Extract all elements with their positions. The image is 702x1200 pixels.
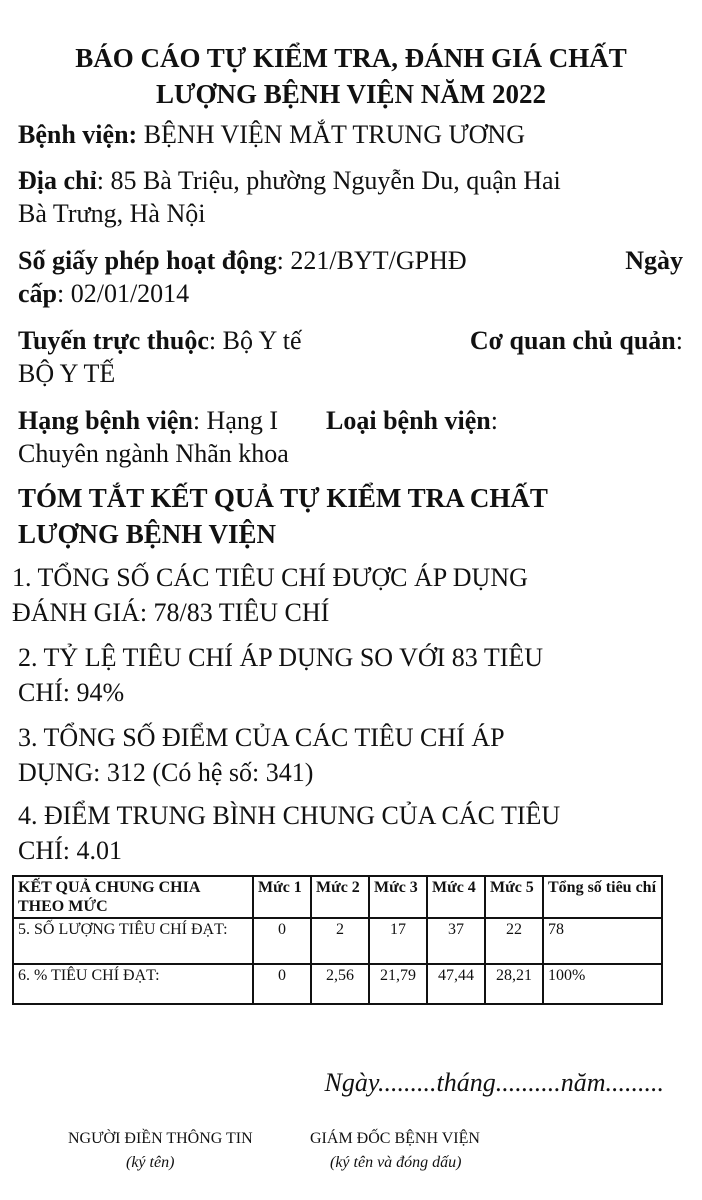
table-header-cell: Mức 5 bbox=[485, 876, 543, 918]
license-label: Số giấy phép hoạt động bbox=[18, 246, 277, 275]
table-header-row bbox=[13, 876, 662, 918]
hospital-value: BỆNH VIỆN MẮT TRUNG ƯƠNG bbox=[137, 120, 525, 149]
table-header-cell: Mức 1 bbox=[253, 876, 311, 918]
table-header-cell: Mức 2 bbox=[311, 876, 369, 918]
address-value-line-1: : 85 Bà Triệu, phường Nguyễn Du, quận Hai bbox=[96, 166, 561, 195]
type-label: Loại bệnh viện bbox=[326, 406, 491, 435]
report-title bbox=[0, 40, 702, 112]
table-cell: 47,44 bbox=[427, 964, 485, 1004]
report-title-line-2: LƯỢNG BỆNH VIỆN NĂM 2022 bbox=[155, 79, 547, 109]
license bbox=[18, 244, 683, 310]
table-cell: 5. SỐ LƯỢNG TIÊU CHÍ ĐẠT: bbox=[13, 918, 253, 964]
summary-item-4 bbox=[18, 798, 683, 868]
table-cell: 22 bbox=[485, 918, 543, 964]
results-table bbox=[12, 875, 663, 1005]
summary-item-1-line-1: 1. TỔNG SỐ CÁC TIÊU CHÍ ĐƯỢC ÁP DỤNG bbox=[12, 563, 528, 592]
agency-label: Cơ quan chủ quản bbox=[469, 326, 676, 355]
agency-value: BỘ Y TẾ bbox=[18, 359, 116, 388]
type-value: Chuyên ngành Nhãn khoa bbox=[18, 439, 289, 468]
tier-value: : Bộ Y tế bbox=[208, 326, 302, 355]
tier-and-agency bbox=[18, 324, 683, 390]
filler-note: (ký tên) bbox=[126, 1154, 175, 1171]
table-header-cell: Tổng số tiêu chí bbox=[543, 876, 662, 918]
table-cell: 78 bbox=[543, 918, 662, 964]
license-value: : 221/BYT/GPHĐ bbox=[276, 246, 467, 275]
summary-heading-line-2: LƯỢNG BỆNH VIỆN bbox=[18, 519, 277, 549]
table-cell: 37 bbox=[427, 918, 485, 964]
table-cell: 21,79 bbox=[369, 964, 427, 1004]
table-row bbox=[13, 964, 662, 1004]
summary-heading-line-1: TÓM TẮT KẾT QUẢ TỰ KIỂM TRA CHẤT bbox=[18, 483, 548, 513]
director-note: (ký tên và đóng dấu) bbox=[330, 1154, 462, 1171]
table-header-cell: Mức 4 bbox=[427, 876, 485, 918]
hospital-label: Bệnh viện: bbox=[18, 120, 138, 149]
grade-label: Hạng bệnh viện bbox=[18, 406, 193, 435]
type-colon: : bbox=[490, 406, 498, 435]
table-cell: 6. % TIÊU CHÍ ĐẠT: bbox=[13, 964, 253, 1004]
report-title-line-1: BÁO CÁO TỰ KIỂM TRA, ĐÁNH GIÁ CHẤT bbox=[75, 43, 627, 73]
table-cell: 0 bbox=[253, 964, 311, 1004]
summary-item-3-line-1: 3. TỔNG SỐ ĐIỂM CỦA CÁC TIÊU CHÍ ÁP bbox=[18, 723, 505, 752]
address-value-line-2: Bà Trưng, Hà Nội bbox=[18, 199, 206, 228]
summary-item-3-line-2: DỤNG: 312 (Có hệ số: 341) bbox=[18, 758, 314, 787]
address bbox=[18, 164, 683, 230]
summary-item-1 bbox=[12, 560, 677, 630]
summary-heading bbox=[18, 480, 683, 552]
table-cell: 100% bbox=[543, 964, 662, 1004]
director-label: GIÁM ĐỐC BỆNH VIỆN bbox=[310, 1130, 480, 1147]
hospital-name bbox=[18, 118, 683, 151]
table-header-cell: Mức 3 bbox=[369, 876, 427, 918]
summary-item-2-line-2: CHÍ: 94% bbox=[18, 678, 125, 707]
summary-item-4-line-2: CHÍ: 4.01 bbox=[18, 836, 122, 865]
date-line: Ngày.........tháng..........năm......... bbox=[324, 1068, 664, 1097]
table-cell: 17 bbox=[369, 918, 427, 964]
filler-label: NGƯỜI ĐIỀN THÔNG TIN bbox=[68, 1130, 253, 1147]
table-cell: 2 bbox=[311, 918, 369, 964]
table-cell: 0 bbox=[253, 918, 311, 964]
summary-item-4-line-1: 4. ĐIỂM TRUNG BÌNH CHUNG CỦA CÁC TIÊU bbox=[18, 801, 561, 830]
summary-item-2 bbox=[18, 640, 683, 710]
grade-and-type bbox=[18, 404, 683, 470]
agency-colon: : bbox=[675, 326, 683, 355]
address-label: Địa chỉ bbox=[18, 166, 97, 195]
table-cell: 28,21 bbox=[485, 964, 543, 1004]
summary-item-2-line-1: 2. TỶ LỆ TIÊU CHÍ ÁP DỤNG SO VỚI 83 TIÊU bbox=[18, 643, 544, 672]
tier-label: Tuyến trực thuộc bbox=[18, 326, 209, 355]
issue-date-value: : 02/01/2014 bbox=[57, 279, 190, 308]
table-header-cell: KẾT QUẢ CHUNG CHIA THEO MỨC bbox=[13, 876, 253, 918]
table-cell: 2,56 bbox=[311, 964, 369, 1004]
grade-value: : Hạng I bbox=[192, 406, 279, 435]
summary-item-1-line-2: ĐÁNH GIÁ: 78/83 TIÊU CHÍ bbox=[12, 598, 330, 627]
summary-item-3 bbox=[18, 720, 683, 790]
issue-date-label-part-1: Ngày bbox=[625, 246, 683, 275]
table-row bbox=[13, 918, 662, 964]
issue-date-label-part-2: cấp bbox=[18, 279, 57, 308]
